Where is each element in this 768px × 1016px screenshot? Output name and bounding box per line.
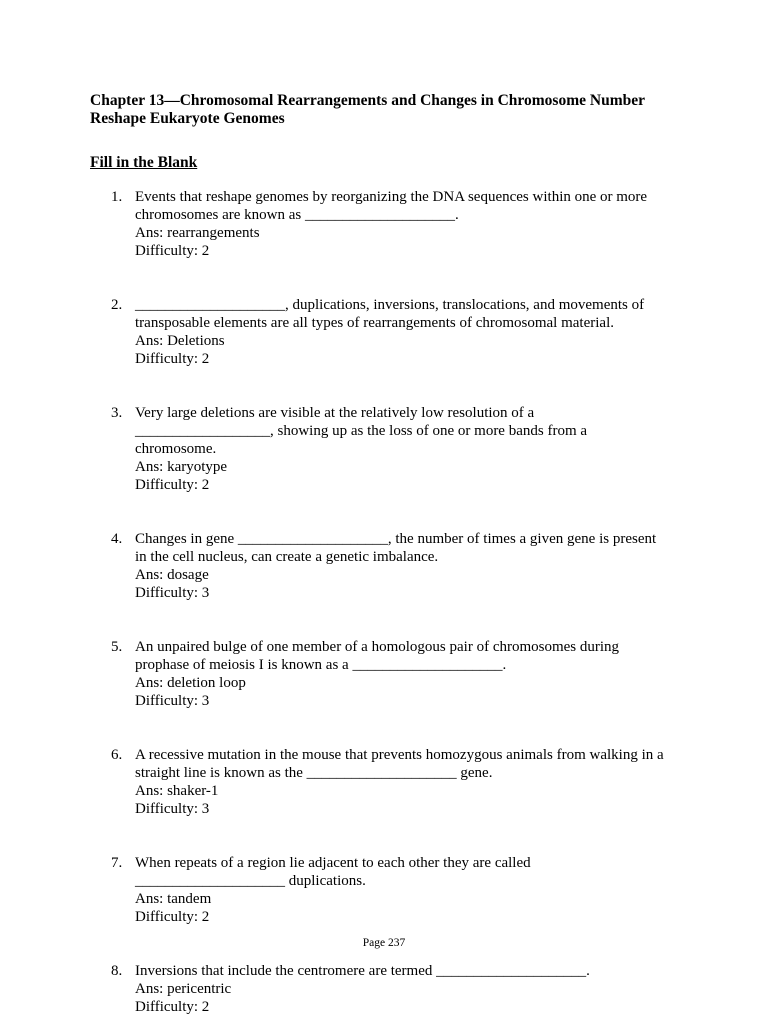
question-text-line: An unpaired bulge of one member of a homologous pair of chromosomes during	[135, 639, 620, 655]
answer-text: Ans: pericentric	[135, 981, 232, 997]
question-text-line: A recessive mutation in the mouse that prevents homozygous animals from walking in a	[135, 747, 664, 763]
answer-text: Ans: karyotype	[135, 459, 228, 475]
question-text-line: transposable elements are all types of rearrangements of chromosomal material.	[135, 315, 614, 331]
question-text-line: ____________________ duplications.	[135, 873, 366, 889]
question-text-line: in the cell nucleus, can create a genetic imbalance.	[135, 549, 439, 565]
question-number: 3.	[111, 405, 123, 421]
difficulty-text: Difficulty: 2	[135, 351, 210, 367]
question-text-line: Very large deletions are visible at the relatively low resolution of a	[135, 405, 535, 421]
question-item	[111, 962, 671, 1016]
question-number: 4.	[111, 531, 123, 547]
difficulty-text: Difficulty: 3	[135, 801, 210, 817]
answer-text: Ans: dosage	[135, 567, 209, 583]
question-text-line: straight line is known as the ____________________ gene.	[135, 765, 493, 781]
question-item	[111, 530, 671, 602]
question-text-line: chromosome.	[135, 441, 217, 457]
question-item	[111, 404, 671, 494]
chapter-title	[90, 92, 645, 128]
question-item	[111, 188, 671, 260]
section-heading: Fill in the Blank	[90, 154, 198, 171]
question-number: 2.	[111, 297, 123, 313]
question-item	[111, 854, 671, 926]
answer-text: Ans: rearrangements	[135, 225, 260, 241]
question-item	[111, 638, 671, 710]
question-text-line: Events that reshape genomes by reorganizing the DNA sequences within one or more	[135, 189, 648, 205]
page-number: Page 237	[362, 937, 406, 949]
question-text-line: When repeats of a region lie adjacent to each other they are called	[135, 855, 531, 871]
question-number: 7.	[111, 855, 123, 871]
chapter-title-line-1: Chapter 13—Chromosomal Rearrangements and Changes in Chromosome Number	[90, 92, 645, 109]
question-number: 6.	[111, 747, 123, 763]
answer-text: Ans: deletion loop	[135, 675, 246, 691]
difficulty-text: Difficulty: 2	[135, 999, 210, 1015]
difficulty-text: Difficulty: 2	[135, 909, 210, 925]
question-text-line: Inversions that include the centromere are termed ____________________.	[135, 963, 590, 979]
difficulty-text: Difficulty: 2	[135, 243, 210, 259]
question-text-line: ____________________, duplications, inversions, translocations, and movements of	[135, 297, 645, 313]
question-number: 5.	[111, 639, 123, 655]
question-list	[111, 188, 671, 1016]
question-number: 8.	[111, 963, 123, 979]
answer-text: Ans: shaker-1	[135, 783, 219, 799]
question-item	[111, 746, 671, 818]
difficulty-text: Difficulty: 3	[135, 693, 210, 709]
question-text-line: __________________, showing up as the loss of one or more bands from a	[135, 423, 588, 439]
chapter-title-line-2: Reshape Eukaryote Genomes	[90, 110, 285, 127]
question-text-line: chromosomes are known as ____________________.	[135, 207, 459, 223]
question-text-line: prophase of meiosis I is known as a ____________________.	[135, 657, 507, 673]
difficulty-text: Difficulty: 2	[135, 477, 210, 493]
question-item	[111, 296, 671, 368]
difficulty-text: Difficulty: 3	[135, 585, 210, 601]
question-number: 1.	[111, 189, 123, 205]
answer-text: Ans: Deletions	[135, 333, 225, 349]
question-text-line: Changes in gene ____________________, the number of times a given gene is present	[135, 531, 657, 547]
answer-text: Ans: tandem	[135, 891, 212, 907]
